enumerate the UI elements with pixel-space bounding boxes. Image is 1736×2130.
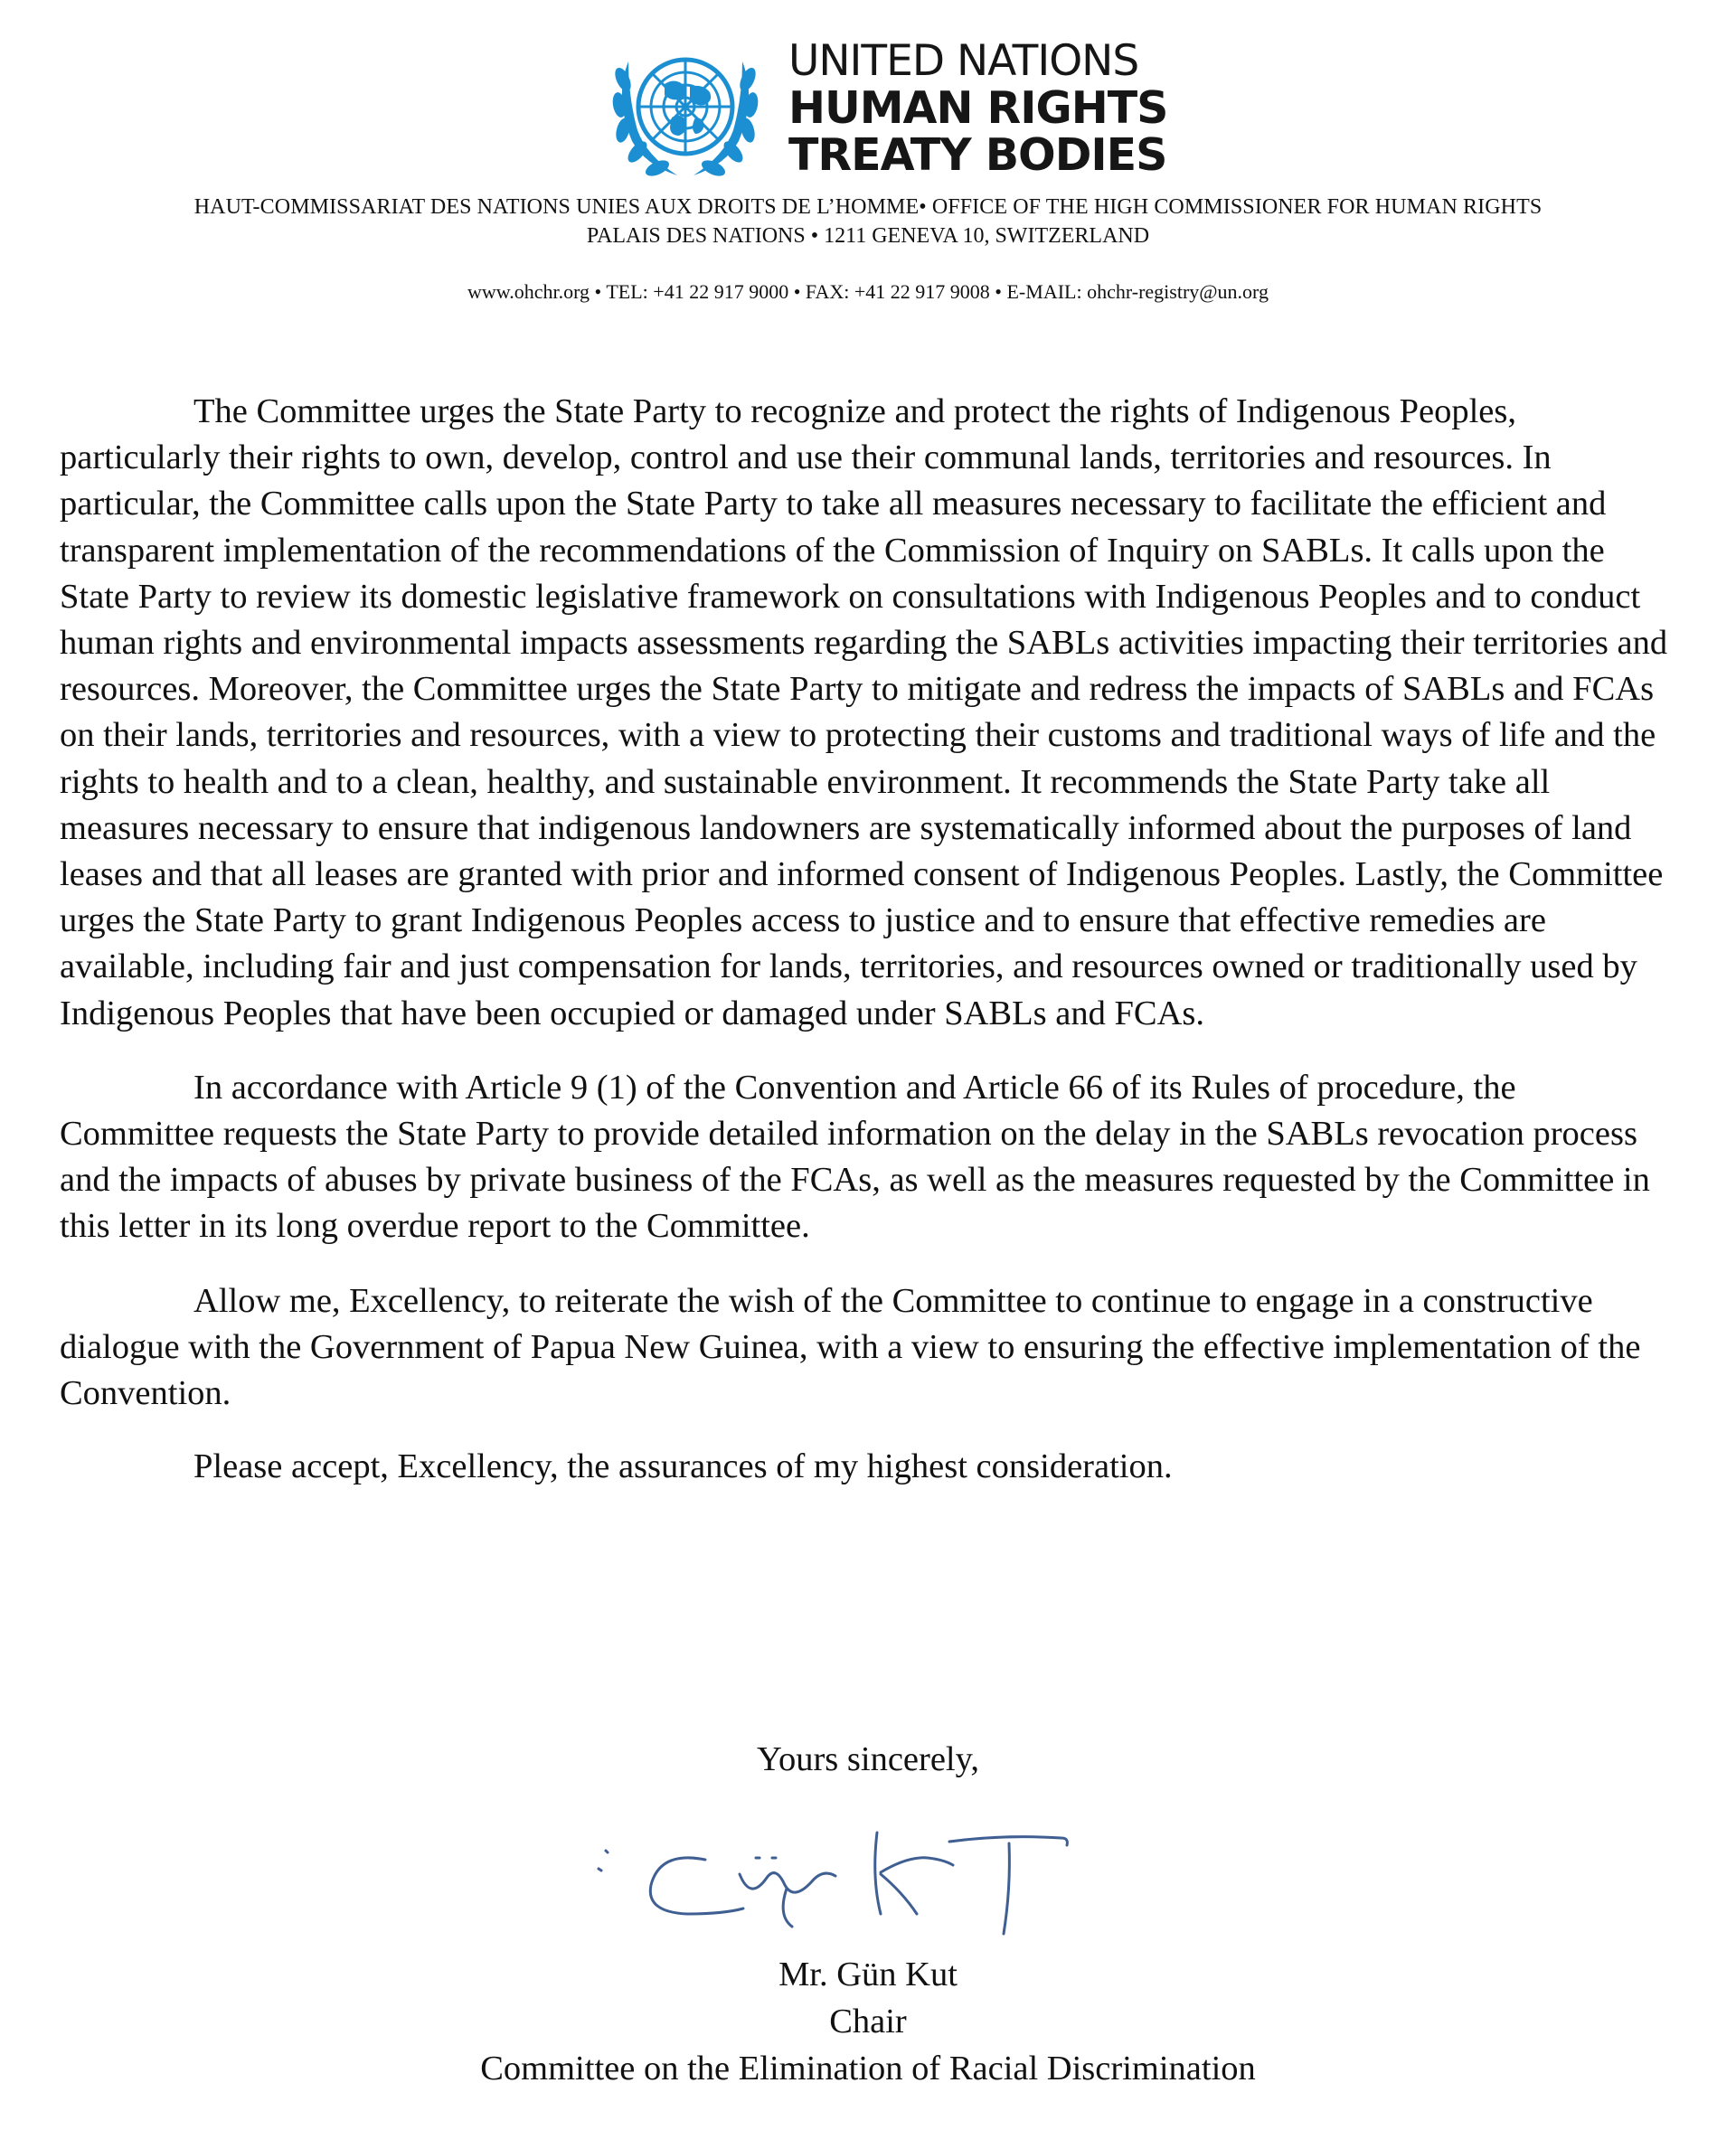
body-paragraph-4: Please accept, Excellency, the assurances of my highest consideration.	[193, 1447, 1173, 1486]
letterhead	[0, 27, 1736, 316]
brand-line-2: HUMAN RIGHTS	[788, 82, 1168, 134]
brand-line-1: UNITED NATIONS	[788, 36, 1139, 86]
signatory-name: Mr. Gün Kut	[778, 1956, 958, 1993]
body-paragraph-3: Allow me, Excellency, to reiterate the wish of the Committee to continue to engage in a constructive dialogue with the Government of Papua New Guinea, with a view to ensuring the effective implementation of the Convention.	[60, 1281, 1641, 1413]
brand-wordmark	[788, 38, 1186, 179]
body-paragraph-2: In accordance with Article 9 (1) of the Convention and Article 66 of its Rules of procedure, the Committee requests the State Party to provide detailed information on the delay in the SABLs revocation process and the impacts of abuses by private business of the FCAs, as well as the measures requested by the Committee in this letter in its long overdue report to the Committee.	[60, 1068, 1650, 1246]
salutation: Yours sincerely,	[757, 1740, 979, 1778]
un-emblem-icon	[601, 34, 769, 188]
handwritten-signature	[579, 1822, 1139, 1939]
logo-block	[601, 34, 1180, 188]
signatory-title: Chair	[829, 2003, 907, 2040]
letter-body	[60, 389, 1678, 1518]
brand-line-3: TREATY BODIES	[788, 129, 1167, 181]
signatory-committee: Committee on the Elimination of Racial Discrimination	[480, 2050, 1256, 2088]
contact-line: www.ohchr.org • TEL: +41 22 917 9000 • FAX: +41 22 917 9008 • E-MAIL: ohchr-registry@un.org	[467, 280, 1269, 303]
address-line: PALAIS DES NATIONS • 1211 GENEVA 10, SWITZERLAND	[586, 224, 1150, 248]
body-paragraph-1: The Committee urges the State Party to recognize and protect the rights of Indigenous Peoples, particularly their rights to own, develop, control and use their communal lands, territories and resources. In particular, the Committee calls upon the State Party to take all measures necessary to facilitate the efficient and transparent implementation of the recommendations of the Commission of Inquiry on SABLs. It calls upon the State Party to review its domestic legislative framework on consultations with Indigenous Peoples and to conduct human rights and environmental impacts assessments regarding the SABLs activities impacting their territories and resources. Moreover, the Committee urges the State Party to mitigate and redress the impacts of SABLs and FCAs on their lands, territories and resources, with a view to protecting their customs and traditional ways of life and the rights to health and to a clean, healthy, and sustainable environment. It recommends the State Party take all measures necessary to ensure that indigenous landowners are systematically informed about the purposes of land leases and that all leases are granted with prior and informed consent of Indigenous Peoples. Lastly, the Committee urges the State Party to grant Indigenous Peoples access to justice and to ensure that effective remedies are available, including fair and just compensation for lands, territories, and resources owned or traditionally used by Indigenous Peoples that have been occupied or damaged under SABLs and FCAs.	[60, 392, 1668, 1032]
office-line: HAUT-COMMISSARIAT DES NATIONS UNIES AUX DROITS DE L’HOMME• OFFICE OF THE HIGH COMMISSIONER FOR HUMAN RIGHTS	[193, 195, 1543, 219]
